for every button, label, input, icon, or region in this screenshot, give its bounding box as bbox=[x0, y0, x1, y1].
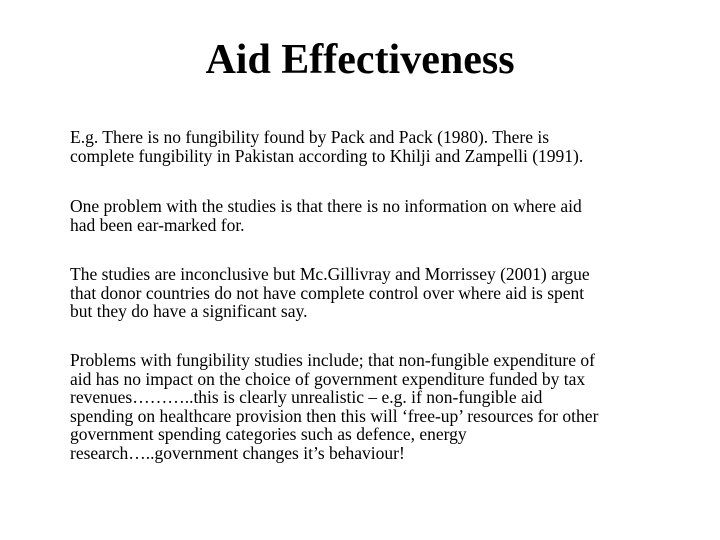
paragraph-fungibility-findings bbox=[70, 128, 690, 165]
slide-title: Aid Effectiveness bbox=[205, 37, 515, 83]
paragraph-line: but they do have a significant say. bbox=[70, 301, 308, 321]
paragraph-line: Problems with fungibility studies include; that non-fungible expenditure of bbox=[70, 350, 595, 370]
paragraph-studies-problem bbox=[70, 197, 690, 234]
paragraph-line: complete fungibility in Pakistan according to Khilji and Zampelli (1991). bbox=[70, 145, 584, 166]
paragraph-line: The studies are inconclusive but Mc.Gillivray and Morrissey (2001) argue bbox=[70, 264, 590, 284]
paragraph-line: aid has no impact on the choice of government expenditure funded by tax bbox=[70, 368, 586, 389]
paragraph-line: had been ear-marked for. bbox=[70, 214, 245, 235]
paragraph-fungibility-problems bbox=[70, 351, 690, 462]
paragraph-line: spending on healthcare provision then this will ‘free-up’ resources for other bbox=[70, 405, 599, 426]
paragraph-line: that donor countries do not have complete control over where aid is spent bbox=[70, 282, 585, 303]
paragraph-line: revenues………..this is clearly unrealistic – e.g. if non-fungible aid bbox=[70, 387, 543, 407]
paragraph-line: government spending categories such as defence, energy bbox=[70, 424, 467, 444]
paragraph-line: One problem with the studies is that there is no information on where aid bbox=[70, 196, 582, 216]
paragraph-line: research…..government changes it’s behaviour! bbox=[70, 442, 405, 463]
paragraph-inconclusive-studies bbox=[70, 265, 690, 321]
paragraph-line: E.g. There is no fungibility found by Pack and Pack (1980). There is bbox=[70, 127, 550, 147]
